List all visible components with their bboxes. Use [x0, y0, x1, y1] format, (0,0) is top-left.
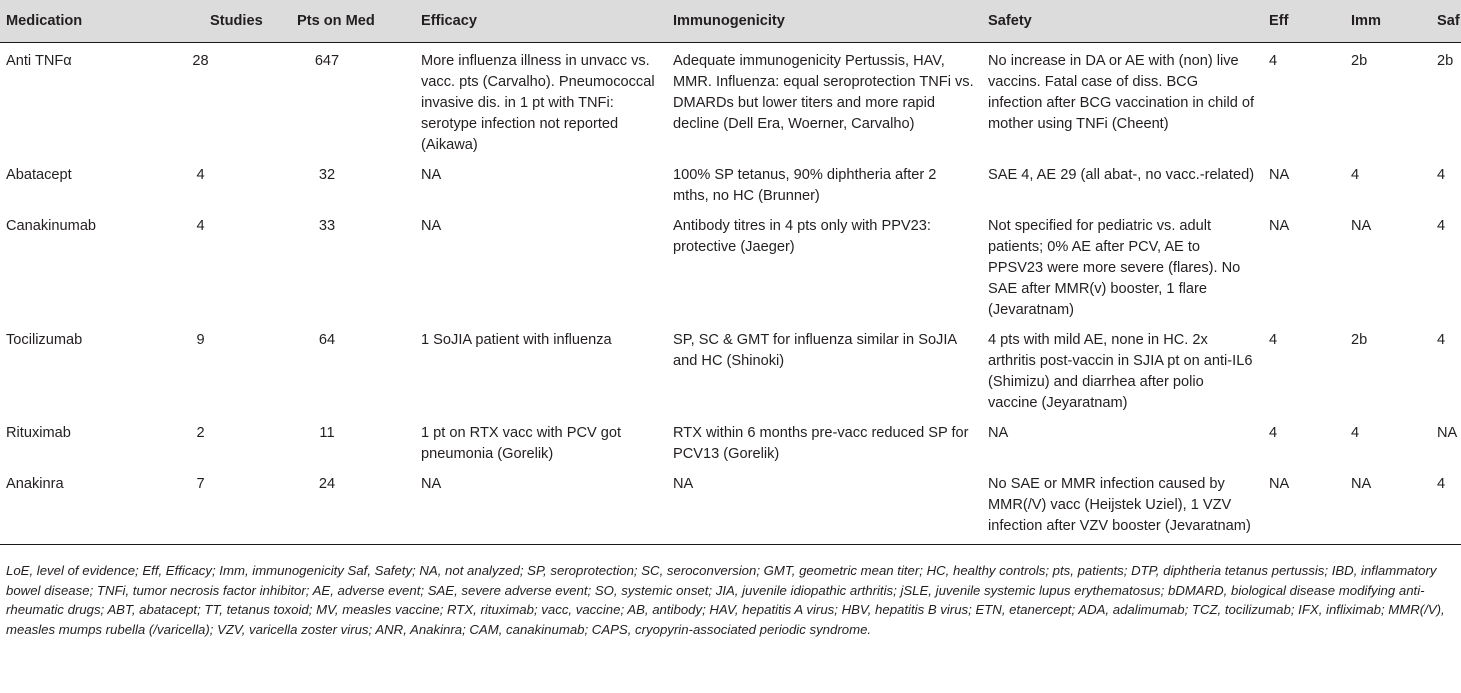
cell-imm: NA	[1351, 218, 1372, 234]
header-row	[0, 0, 1461, 43]
header-medication: Medication	[0, 0, 162, 43]
cell-immunogenicity: Antibody titres in 4 pts only with PPV23: protective (Jaeger)	[673, 218, 931, 255]
table-body	[0, 43, 1461, 545]
cell-efficacy: 1 pt on RTX vacc with PCV got pneumonia (Gorelik)	[421, 425, 622, 462]
cell-safety: No increase in DA or AE with (non) live vaccins. Fatal case of diss. BCG infection after BCG vaccination in child of mother using TNFi (Cheent)	[988, 53, 1255, 132]
cell-pts-on-med: 32	[318, 167, 336, 183]
table-header	[0, 0, 1461, 43]
cell-studies: 2	[196, 425, 205, 441]
cell-immunogenicity: RTX within 6 months pre-vacc reduced SP for PCV13 (Gorelik)	[673, 425, 969, 462]
table-row	[0, 43, 1461, 160]
cell-pts-on-med: 64	[318, 332, 336, 348]
cell-efficacy: More influenza illness in unvacc vs. vacc. pts (Carvalho). Pneumococcal invasive dis. in 1 pt with TNFi: serotype infection not reported (Aikawa)	[421, 53, 655, 153]
cell-pts-on-med: 647	[314, 53, 340, 69]
cell-studies: 7	[162, 468, 267, 545]
cell-saf: 4	[1437, 218, 1446, 234]
cell-medication: Tocilizumab	[6, 332, 83, 348]
cell-pts-on-med: 11	[319, 425, 335, 441]
cell-saf: 4	[1437, 332, 1446, 348]
cell-efficacy: NA	[421, 218, 442, 234]
table-row	[0, 468, 1461, 545]
header-efficacy: Efficacy	[419, 0, 671, 43]
cell-studies: 28	[192, 53, 209, 69]
cell-imm: NA	[1347, 468, 1435, 545]
cell-imm: 2b	[1351, 332, 1368, 348]
cell-immunogenicity: NA	[671, 468, 986, 545]
header-pts-on-med: Pts on Med	[267, 0, 419, 43]
cell-medication: Anakinra	[0, 468, 162, 545]
cell-studies: 4	[196, 167, 205, 183]
cell-pts-on-med: 33	[318, 218, 336, 234]
cell-eff: 4	[1269, 53, 1278, 69]
cell-eff: NA	[1269, 167, 1290, 183]
cell-safety: NA	[988, 425, 1009, 441]
cell-studies: 9	[196, 332, 205, 348]
cell-safety: 4 pts with mild AE, none in HC. 2x arthritis post-vaccin in SJIA pt on anti-IL6 (Shimizu) and diarrhea after polio vaccine (Jeyaratnam)	[988, 332, 1253, 411]
header-imm: Imm	[1347, 0, 1435, 43]
cell-saf: NA	[1437, 425, 1458, 441]
cell-medication: Canakinumab	[6, 218, 97, 234]
cell-medication: Anti TNFα	[6, 53, 72, 69]
cell-imm: 2b	[1351, 53, 1368, 69]
table-row	[0, 417, 1461, 468]
cell-eff: NA	[1267, 468, 1347, 545]
header-immunogenicity: Immunogenicity	[671, 0, 986, 43]
cell-imm: 4	[1351, 167, 1360, 183]
cell-eff: 4	[1269, 332, 1278, 348]
table-row	[0, 210, 1461, 324]
cell-immunogenicity: Adequate immunogenicity Pertussis, HAV, MMR. Influenza: equal seroprotection TNFi vs. DMARDs but lower titers and more rapid decline (Dell Era, Woerner, Carvalho)	[673, 53, 974, 132]
cell-safety: No SAE or MMR infection caused by MMR(/V) vacc (Heijstek Uziel), 1 VZV infection after VZV booster (Jevaratnam)	[986, 468, 1267, 545]
cell-saf: 2b	[1437, 53, 1454, 69]
cell-efficacy: NA	[421, 167, 442, 183]
cell-safety: SAE 4, AE 29 (all abat-, no vacc.-related)	[988, 167, 1255, 183]
cell-saf: 4	[1437, 167, 1446, 183]
cell-immunogenicity: SP, SC & GMT for influenza similar in SoJIA and HC (Shinoki)	[673, 332, 957, 369]
cell-immunogenicity: 100% SP tetanus, 90% diphtheria after 2 mths, no HC (Brunner)	[673, 167, 937, 204]
table-footnote: LoE, level of evidence; Eff, Efficacy; Imm, immunogenicity Saf, Safety; NA, not analyzed; SP, seroprotection; SC, seroconversion; GMT, geometric mean titer; HC, healthy controls; pts, patients; DTP, diphtheria tetanus pertussis; IBD, inflammatory bowel disease; TNFi, tumor necrosis factor inhibitor; AE, adverse event; SAE, severe adverse event; SO, systemic onset; JIA, juvenile idiopathic arthritis; jSLE, juvenile systemic lupus erythematosus; bDMARD, biological disease modifying anti-rheumatic drugs; ABT, abatacept; TT, tetanus toxoid; MV, measles vaccine; RTX, rituximab; vacc, vaccine; AB, antibody; HAV, hepatitis A virus; HBV, hepatitis B virus; ETN, etanercept; ADA, adalimumab; TCZ, tocilizumab; IFX, infliximab; MMR(/V), measles mumps rubella (/varicella); VZV, varicella zoster virus; ANR, Anakinra; CAM, canakinumab; CAPS, cryopyrin-associated periodic syndrome.	[6, 563, 1445, 637]
cell-eff: NA	[1269, 218, 1290, 234]
cell-efficacy: NA	[419, 468, 671, 545]
cell-efficacy: 1 SoJIA patient with influenza	[421, 332, 612, 348]
table-row	[0, 324, 1461, 417]
cell-imm: 4	[1351, 425, 1360, 441]
header-studies: Studies	[162, 0, 267, 43]
table-row	[0, 159, 1461, 210]
cell-safety: Not specified for pediatric vs. adult patients; 0% AE after PCV, AE to PPSV23 were more severe (flares). No SAE after MMR(v) booster, 1 flare (Jevaratnam)	[988, 218, 1241, 318]
header-safety: Safety	[986, 0, 1267, 43]
header-eff: Eff	[1267, 0, 1347, 43]
cell-medication: Abatacept	[6, 167, 72, 183]
header-saf: Saf	[1435, 0, 1461, 43]
cell-studies: 4	[196, 218, 205, 234]
cell-medication: Rituximab	[6, 425, 71, 441]
cell-saf: 4	[1435, 468, 1461, 545]
cell-pts-on-med: 24	[267, 468, 419, 545]
cell-eff: 4	[1269, 425, 1278, 441]
